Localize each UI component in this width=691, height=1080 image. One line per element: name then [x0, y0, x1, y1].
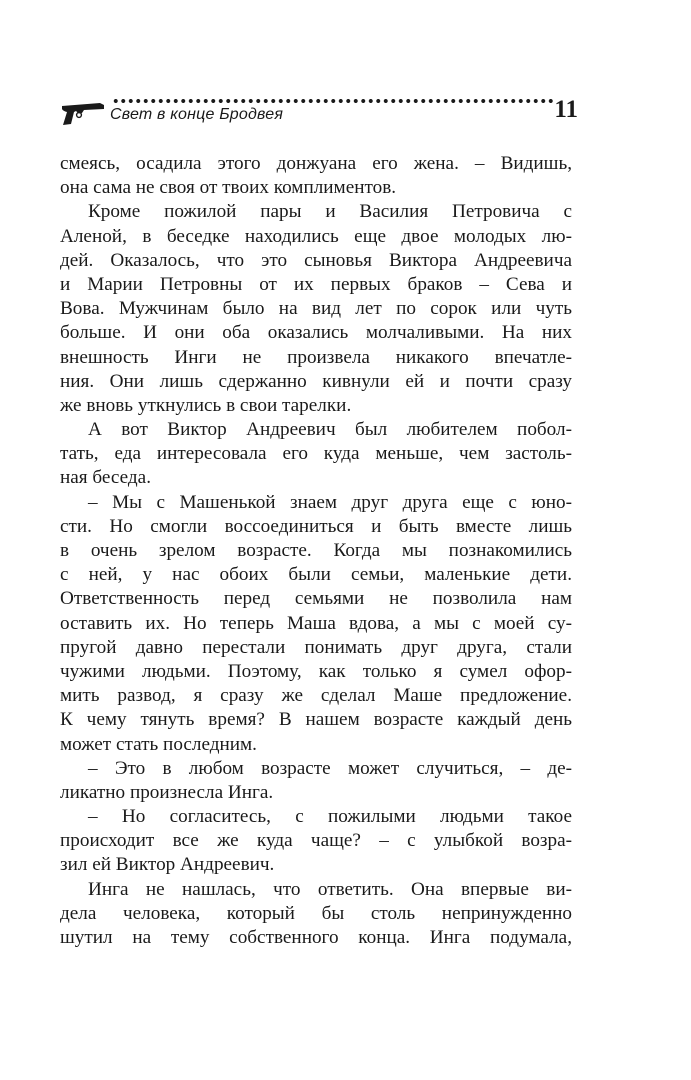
text-line: в очень зрелом возрасте. Когда мы познакомились [60, 540, 572, 561]
text-line: дела человека, который бы столь непринужденно [60, 902, 572, 924]
text-line: с ней, у нас обоих были семьи, маленькие дети. [60, 564, 572, 586]
text-line: смеясь, осадила этого донжуана его жена. – Видишь, [60, 153, 572, 174]
text-line: происходит все же куда чаще? – с улыбкой возра- [60, 830, 572, 852]
text-line: Вова. Мужчинам было на вид лет по сорок или чуть [60, 298, 572, 320]
page-number: 11 [554, 96, 578, 123]
running-header [60, 96, 580, 132]
text-line: и Марии Петровны от их первых браков – Сева и [60, 273, 572, 295]
text-line: Аленой, в беседке находились еще двое молодых лю- [60, 225, 572, 247]
text-line: дей. Оказалось, что это сыновья Виктора Андреевича [60, 249, 572, 271]
text-line: сти. Но смогли воссоединиться и быть вместе лишь [60, 515, 572, 537]
text-line: тать, еда интересовала его куда меньше, чем застоль- [60, 443, 572, 465]
text-line: – Мы с Машенькой знаем друг друга еще с юно- [88, 491, 572, 513]
text-line: зил ей Виктор Андреевич. [60, 854, 275, 876]
text-line: – Но согласитесь, с пожилыми людьми такое [88, 806, 572, 828]
text-line: Ответственность перед семьями не позволила нам [60, 588, 572, 610]
text-line: больше. И они оба оказались молчаливыми. На них [60, 322, 572, 344]
text-line: ная беседа. [60, 467, 152, 489]
text-line: Инга не нашлась, что ответить. Она впервые ви- [88, 878, 572, 900]
text-line: она сама не своя от твоих комплиментов. [60, 177, 397, 199]
text-line: внешность Инги не произвела никакого впечатле- [60, 346, 572, 368]
text-line: Кроме пожилой пары и Василия Петровича с [88, 201, 572, 223]
text-line: чужими людьми. Поэтому, как только я сумел офор- [60, 660, 572, 682]
running-title: Свет в конце Бродвея [110, 106, 284, 123]
text-line: мить развод, я сразу же сделал Маше предложение. [60, 685, 572, 707]
text-line: же вновь уткнулись в свои тарелки. [60, 394, 352, 416]
dotted-rule [112, 98, 554, 104]
text-line: может стать последним. [60, 733, 257, 755]
text-line: ликатно произнесла Инга. [60, 781, 274, 803]
text-line: А вот Виктор Андреевич был любителем побол- [88, 419, 572, 441]
text-line: пругой давно перестали понимать друг друга, стали [60, 636, 572, 658]
text-line: К чему тянуть время? В нашем возрасте каждый день [60, 709, 572, 731]
text-line: оставить их. Но теперь Маша вдова, а мы с моей су- [60, 612, 572, 634]
text-line: шутил на тему собственного конца. Инга подумала, [60, 927, 572, 948]
text-line: – Это в любом возрасте может случиться, – де- [88, 757, 572, 779]
body-text [60, 152, 572, 950]
revolver-icon [60, 100, 106, 126]
text-line: ния. Они лишь сдержанно кивнули ей и почти сразу [60, 370, 572, 392]
